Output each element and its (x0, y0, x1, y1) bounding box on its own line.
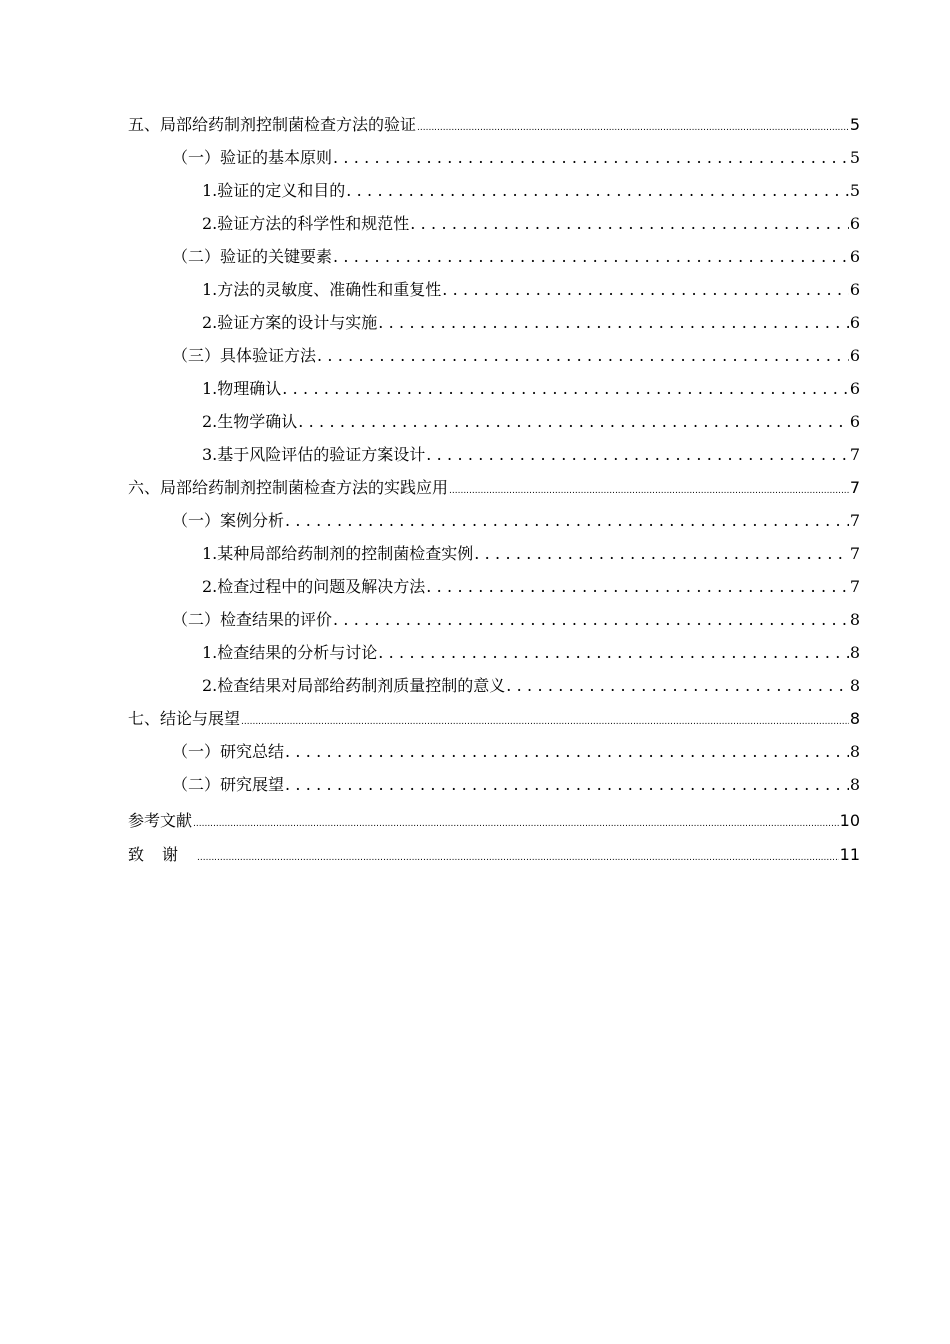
toc-entry-page: 8 (849, 775, 860, 794)
toc-entry-page: 7 (849, 544, 860, 563)
toc-entry-title: 参考文献 (128, 811, 193, 830)
toc-leader-dots (298, 407, 849, 437)
toc-entry[interactable] (172, 605, 860, 635)
toc-entry[interactable] (202, 440, 860, 470)
toc-entry-page: 5 (849, 148, 860, 167)
toc-leader-dots (193, 809, 839, 839)
toc-entry-page: 6 (849, 214, 860, 233)
toc-entry[interactable] (202, 374, 860, 404)
toc-entry-page: 5 (849, 115, 860, 134)
toc-entry-title: 2.检查过程中的问题及解决方法 (202, 577, 426, 596)
toc-entry[interactable] (172, 737, 860, 767)
toc-entry-page: 8 (849, 676, 860, 695)
toc-entry[interactable] (202, 176, 860, 206)
toc-entry[interactable] (172, 242, 860, 272)
toc-leader-dots (410, 209, 849, 239)
toc-entry[interactable] (202, 308, 860, 338)
toc-entry-title: 2.生物学确认 (202, 412, 298, 431)
toc-leader-dots (474, 539, 849, 569)
toc-entry-page: 6 (849, 412, 860, 431)
toc-entry[interactable] (128, 704, 860, 734)
toc-entry[interactable] (202, 638, 860, 668)
toc-entry-title: 1.方法的灵敏度、准确性和重复性 (202, 280, 442, 299)
toc-entry-title: 3.基于风险评估的验证方案设计 (202, 445, 426, 464)
toc-entry-title: 六、局部给药制剂控制菌检查方法的实践应用 (128, 478, 449, 497)
toc-entry-title: （二）检查结果的评价 (172, 610, 333, 629)
toc-entry-page: 11 (839, 845, 860, 864)
toc-leader-dots (282, 374, 849, 404)
toc-entry[interactable] (172, 506, 860, 536)
toc-entry-title: 1.某种局部给药制剂的控制菌检查实例 (202, 544, 474, 563)
toc-entry-page: 6 (849, 346, 860, 365)
toc-entry-title: 2.检查结果对局部给药制剂质量控制的意义 (202, 676, 506, 695)
toc-entry-page: 7 (849, 478, 860, 497)
toc-leader-dots (346, 176, 849, 206)
toc-leader-dots (197, 843, 839, 873)
toc-entry[interactable] (202, 209, 860, 239)
toc-entry[interactable] (202, 275, 860, 305)
toc-entry-title: 2.验证方案的设计与实施 (202, 313, 378, 332)
toc-entry-page: 6 (849, 379, 860, 398)
toc-leader-dots (378, 308, 849, 338)
toc-entry[interactable] (172, 341, 860, 371)
toc-entry-page: 8 (849, 610, 860, 629)
toc-entry[interactable] (128, 110, 860, 140)
toc-leader-dots (285, 770, 849, 800)
toc-entry-title: （二）验证的关键要素 (172, 247, 333, 266)
toc-entry[interactable] (128, 840, 860, 870)
toc-leader-dots (426, 440, 849, 470)
toc-entry-page: 8 (849, 742, 860, 761)
toc-leader-dots (442, 275, 849, 305)
toc-entry-title: （一）研究总结 (172, 742, 285, 761)
toc-entry[interactable] (202, 671, 860, 701)
toc-entry-page: 8 (849, 643, 860, 662)
toc-entry[interactable] (202, 572, 860, 602)
toc-leader-dots (426, 572, 849, 602)
toc-leader-dots (333, 605, 849, 635)
toc-leader-dots (449, 476, 849, 506)
toc-leader-dots (241, 707, 849, 737)
toc-leader-dots (333, 143, 849, 173)
toc-entry[interactable] (128, 806, 860, 836)
toc-leader-dots (317, 341, 849, 371)
toc-entry-page: 6 (849, 280, 860, 299)
toc-entry[interactable] (128, 473, 860, 503)
toc-entry-page: 7 (849, 577, 860, 596)
toc-entry-title: 致谢 (128, 845, 197, 864)
toc-leader-dots (333, 242, 849, 272)
toc-entry-page: 10 (839, 811, 860, 830)
toc-leader-dots (285, 506, 849, 536)
toc-entry-title: 1.验证的定义和目的 (202, 181, 346, 200)
toc-entry-page: 6 (849, 313, 860, 332)
toc-entry-page: 7 (849, 511, 860, 530)
toc-leader-dots (417, 113, 849, 143)
toc-leader-dots (378, 638, 849, 668)
toc-entry-page: 8 (849, 709, 860, 728)
toc-entry-title: （一）案例分析 (172, 511, 285, 530)
toc-entry-title: 1.物理确认 (202, 379, 282, 398)
toc-entry-title: 七、结论与展望 (128, 709, 241, 728)
toc-entry-title: （一）验证的基本原则 (172, 148, 333, 167)
toc-entry-page: 5 (849, 181, 860, 200)
toc-entry-title: （二）研究展望 (172, 775, 285, 794)
toc-entry-title: 1.检查结果的分析与讨论 (202, 643, 378, 662)
toc-entry-title: 2.验证方法的科学性和规范性 (202, 214, 410, 233)
toc-leader-dots (506, 671, 849, 701)
toc-entry[interactable] (202, 407, 860, 437)
toc-entry[interactable] (202, 539, 860, 569)
toc-entry-title: （三）具体验证方法 (172, 346, 317, 365)
toc-leader-dots (285, 737, 849, 767)
toc-entry-page: 7 (849, 445, 860, 464)
toc-entry[interactable] (172, 143, 860, 173)
toc-entry[interactable] (172, 770, 860, 800)
toc-entry-page: 6 (849, 247, 860, 266)
toc-entry-title: 五、局部给药制剂控制菌检查方法的验证 (128, 115, 417, 134)
